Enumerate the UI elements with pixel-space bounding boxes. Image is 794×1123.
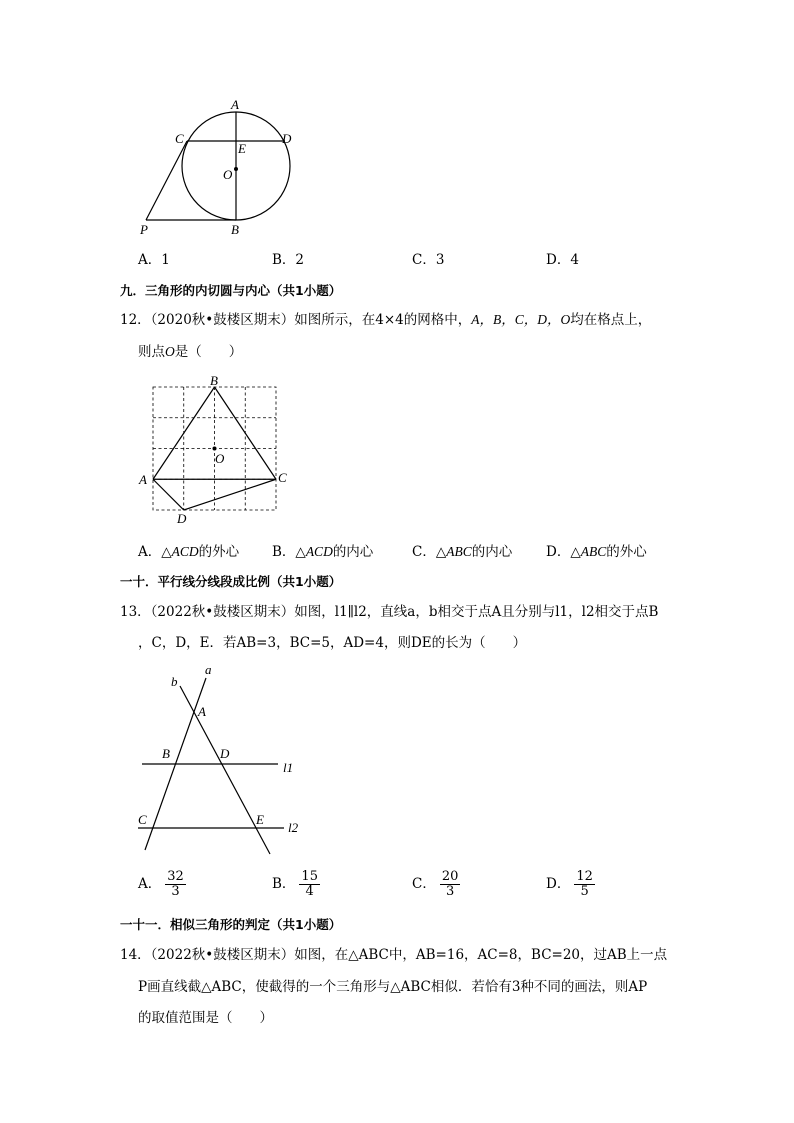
section-11-heading: 一十一．相似三角形的判定（共1小题） <box>120 917 342 932</box>
q11-option-a: A．1 <box>138 252 170 268</box>
q11-label-p: P <box>140 222 148 237</box>
q12-stem-vars: A，B，C，D，O <box>471 312 571 327</box>
q13-option-a-num: 32 <box>167 869 184 884</box>
q11-option-c: C．3 <box>412 252 445 268</box>
q12-option-b-var: ACD <box>305 544 333 559</box>
q13-line1: 13．（2022秋•鼓楼区期末）如图，l1∥l2，直线a，b相交于点A且分别与l1，l2相交于点B <box>120 604 659 620</box>
q13-option-d <box>546 870 595 899</box>
q12-stem-line1-end: 均在格点上， <box>570 312 652 328</box>
q13-label-d: D <box>220 746 230 761</box>
q11-option-b: B．2 <box>272 252 305 268</box>
q13-option-a-den: 3 <box>171 884 180 899</box>
q12-option-a <box>138 540 239 560</box>
q13-option-d-den: 5 <box>580 884 589 899</box>
q11-label-d: D <box>282 131 292 146</box>
q12-option-c-var: ABC <box>446 544 472 559</box>
section-10-heading: 一十．平行线分线段成比例（共1小题） <box>120 574 342 589</box>
q13-label-b: B <box>162 746 170 761</box>
q13-option-d-num: 12 <box>576 869 593 884</box>
q13-option-a <box>138 870 186 899</box>
q11-tangent-pc <box>146 141 187 220</box>
q12-label-c: C <box>278 470 287 485</box>
q13-line2: ，C，D，E．若AB=3，BC=5，AD=4，则DE的长为（ ） <box>138 635 527 651</box>
q12-side-ad <box>153 479 184 510</box>
q12-figure <box>135 372 295 527</box>
q13-option-c <box>412 870 460 899</box>
q13-option-b-num: 15 <box>301 869 318 884</box>
q12-option-a-end: 的外心 <box>198 544 240 560</box>
q12-option-c-end: 的内心 <box>471 544 513 560</box>
q12-option-d-pre: D．△ <box>546 544 581 560</box>
q12-option-b <box>272 540 373 560</box>
q12-option-d-var: ABC <box>580 544 607 559</box>
q12-option-b-pre: B．△ <box>272 544 306 560</box>
q12-stem-line1 <box>120 310 651 330</box>
q13-label-a-line: a <box>205 662 212 677</box>
q13-option-b-den: 4 <box>305 884 314 899</box>
q12-label-b: B <box>210 373 218 388</box>
q13-label-b-line: b <box>171 674 178 689</box>
q12-option-c-pre: C．△ <box>412 544 447 560</box>
section-9-heading: 九．三角形的内切圆与内心（共1小题） <box>120 283 342 298</box>
q12-label-o: O <box>215 451 225 466</box>
q12-label-d: D <box>177 511 187 526</box>
q12-stem-line1-text: 12．（2020秋•鼓楼区期末）如图所示，在4×4的网格中， <box>120 312 472 328</box>
q13-option-a-prefix: A． <box>138 876 162 892</box>
q11-label-b: B <box>231 222 239 237</box>
q14-line2: P画直线截△ABC，使截得的一个三角形与△ABC相似．若恰有3种不同的画法，则AP <box>138 979 648 995</box>
q11-option-d: D．4 <box>546 252 579 268</box>
q12-option-d-end: 的外心 <box>606 544 647 560</box>
q13-option-c-num: 20 <box>441 869 459 884</box>
q12-stem-line2-pre: 则点 <box>138 344 165 360</box>
q12-side-dc <box>184 479 276 510</box>
q12-stem-line2-end: 是（ ） <box>174 344 243 360</box>
q12-option-a-pre: A．△ <box>138 544 172 560</box>
q13-option-b <box>272 870 320 899</box>
q14-line3: 的取值范围是（ ） <box>138 1010 273 1026</box>
q12-stem-line2-var: O <box>165 344 175 359</box>
q13-line-b <box>180 686 270 854</box>
q13-option-b-fraction <box>299 870 320 899</box>
q13-option-d-prefix: D． <box>546 876 571 892</box>
q12-option-a-var: ACD <box>171 544 199 559</box>
q13-option-a-fraction <box>165 870 186 899</box>
q13-option-b-prefix: B． <box>272 876 296 892</box>
q13-label-l2: l2 <box>288 820 299 835</box>
q13-option-c-den: 3 <box>445 884 455 899</box>
q13-option-c-prefix: C． <box>412 876 436 892</box>
q13-option-d-fraction <box>574 870 595 899</box>
q14-line1: 14．（2022秋•鼓楼区期末）如图，在△ABC中，AB=16，AC=8，BC=20，过AB上一点 <box>120 947 668 963</box>
q12-stem-line2 <box>138 342 242 362</box>
q12-label-a: A <box>139 472 147 487</box>
q13-figure <box>128 660 318 860</box>
q13-label-l1: l1 <box>283 760 294 775</box>
q12-option-d <box>546 540 647 560</box>
q11-label-e: E <box>238 141 246 156</box>
q13-label-c: C <box>138 812 147 827</box>
q13-label-a: A <box>198 704 206 719</box>
q13-label-e: E <box>256 812 264 827</box>
q12-option-b-end: 的内心 <box>332 544 374 560</box>
q11-label-a: A <box>231 97 239 112</box>
q12-option-c <box>412 540 512 560</box>
q11-center-dot <box>234 167 238 171</box>
q11-label-o: O <box>223 167 233 182</box>
q11-figure <box>130 95 310 240</box>
q13-option-c-fraction <box>440 870 461 899</box>
q11-label-c: C <box>175 131 184 146</box>
q12-point-o <box>213 447 217 451</box>
